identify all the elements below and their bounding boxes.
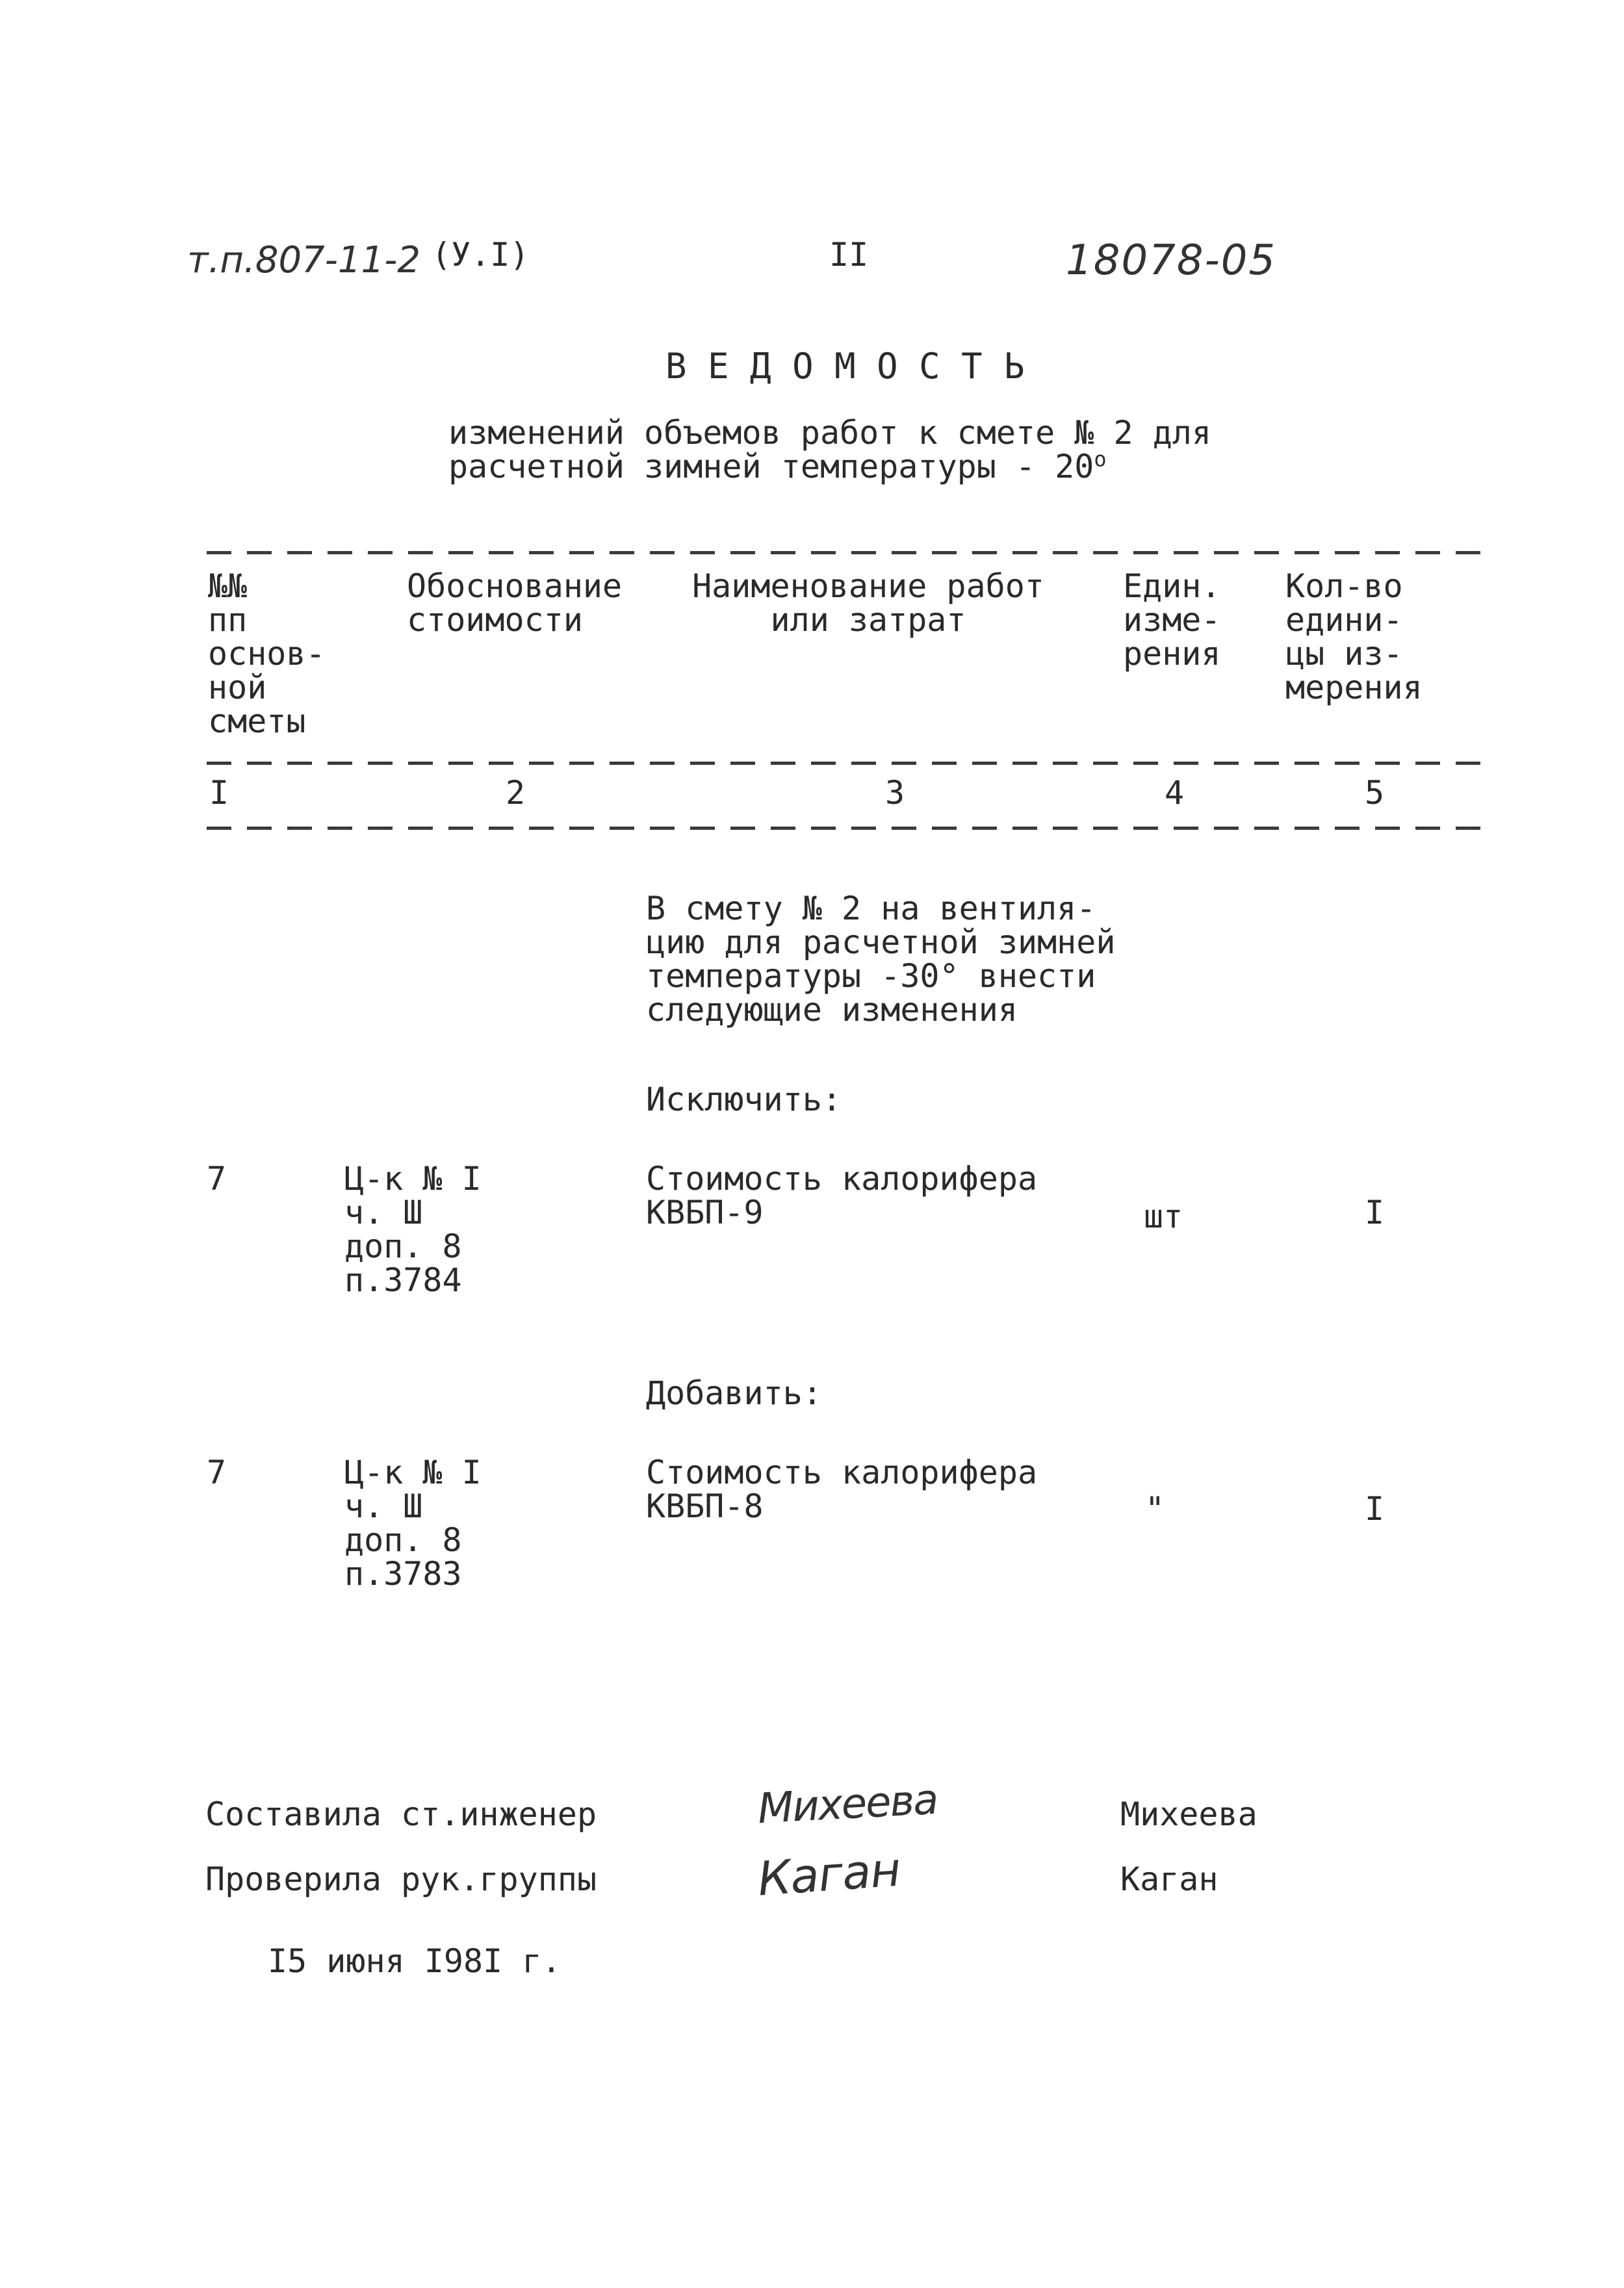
table-row-basis: Ц-к № I ч. Ш доп. 8 п.3784	[344, 1160, 482, 1299]
table-row-unit: шт	[1144, 1198, 1183, 1235]
column-header-unit: Един. изме- рения	[1123, 567, 1221, 673]
document-subtitle-line2: расчетной зимней температуры - $20^о$	[448, 446, 1107, 485]
variant-label: (У.I)	[432, 236, 530, 274]
section-heading-exclude: Исключить:	[646, 1081, 842, 1118]
project-code: т.п.807-11-2	[187, 239, 421, 281]
table-row-quantity: I	[1365, 1490, 1385, 1528]
checked-by-name: Каган	[1120, 1860, 1218, 1898]
column-header-basis: Обоснование стоимости	[407, 567, 623, 639]
column-number-1: I	[209, 774, 229, 812]
table-row-work-name: Стоимость калорифера КВБП-8	[646, 1454, 1038, 1525]
table-row-unit: "	[1145, 1490, 1165, 1528]
compiled-by-name: Михеева	[1120, 1795, 1257, 1833]
column-header-work-name: Наименование работ или затрат	[692, 567, 1044, 639]
document-title: В Е Д О М О С Т Ь	[665, 346, 1025, 387]
table-row-quantity: I	[1365, 1194, 1385, 1231]
column-number-2: 2	[506, 774, 526, 812]
column-number-4: 4	[1165, 774, 1185, 812]
document-subtitle-line1: изменений объемов работ к смете № 2 для	[448, 414, 1211, 452]
section-heading-add: Добавить:	[646, 1374, 822, 1412]
intro-paragraph: В смету № 2 на вентиля- цию для расчетной зимней температуры -30° внести следующие изменения	[646, 890, 1116, 1029]
compiled-by-label: Составила ст.инженер	[205, 1795, 597, 1833]
table-header-rule	[207, 762, 1482, 765]
table-row-basis: Ц-к № I ч. Ш доп. 8 п.3783	[344, 1454, 482, 1593]
table-row-number: 7	[207, 1454, 227, 1491]
table-row-number: 7	[207, 1160, 227, 1198]
column-number-5: 5	[1365, 774, 1385, 812]
column-number-3: 3	[885, 774, 905, 812]
page-number: II	[829, 236, 869, 274]
table-row-work-name: Стоимость калорифера КВБП-9	[646, 1160, 1038, 1231]
table-columns-rule	[207, 827, 1482, 830]
table-top-rule	[207, 551, 1482, 554]
column-header-quantity: Кол-во едини- цы из- мерения	[1285, 567, 1423, 706]
document-date: I5 июня I98I г.	[268, 1942, 561, 1980]
column-header-number: №№ пп основ- ной сметы	[208, 567, 326, 740]
document-number: 18078-05	[1066, 237, 1277, 285]
compiled-by-signature: Михеева	[756, 1775, 939, 1834]
checked-by-signature: Каган	[756, 1842, 902, 1907]
checked-by-label: Проверила рук.группы	[205, 1860, 597, 1898]
